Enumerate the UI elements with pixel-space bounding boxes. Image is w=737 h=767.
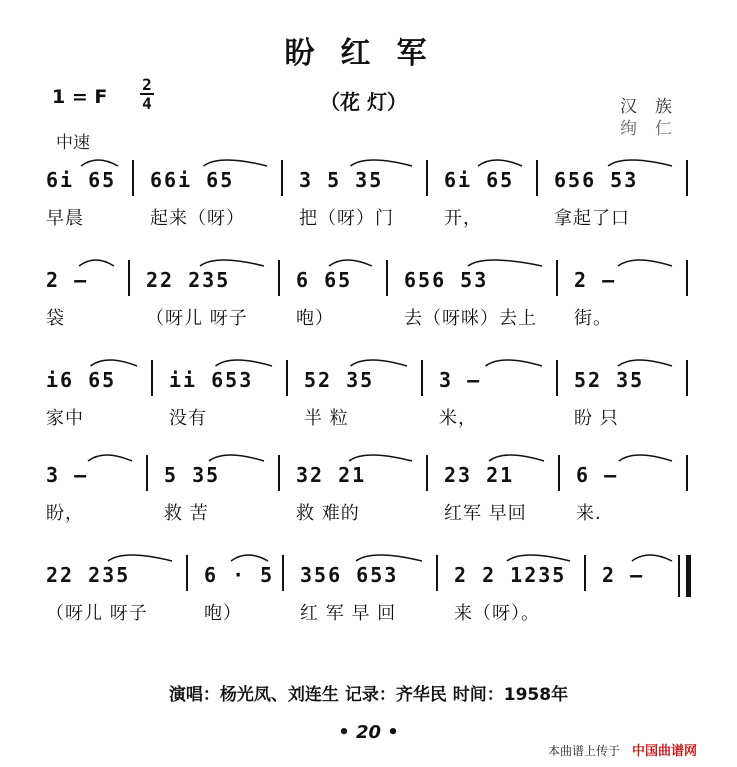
staff-line — [40, 455, 700, 525]
measure-notes: 22 235 — [146, 268, 231, 292]
page-number: • 20 • — [338, 722, 399, 743]
barline — [282, 555, 284, 591]
key-signature: 1 = F — [52, 86, 108, 108]
barline — [556, 260, 558, 296]
measure-lyrics: 拿起了口 — [554, 208, 630, 229]
slur — [351, 160, 413, 166]
barline — [128, 260, 130, 296]
measure-lyrics: 红 军 早 回 — [300, 603, 397, 624]
slur — [209, 455, 264, 461]
slur — [329, 260, 372, 266]
measure-lyrics: 街。 — [574, 308, 612, 329]
barline — [146, 455, 148, 491]
measure-notes: 6i 65 — [444, 168, 515, 192]
barline — [536, 160, 538, 196]
slur — [618, 260, 672, 266]
measure-lyrics: 袋 — [46, 308, 65, 329]
performer-credit: 演唱：杨光凤、刘连生 记录：齐华民 时间：1958年 — [168, 685, 569, 705]
slur-marks — [40, 256, 700, 268]
measure-notes: i6 65 — [46, 368, 117, 392]
barline — [556, 360, 558, 396]
measure-notes: 2 — — [602, 563, 645, 587]
barline — [686, 260, 688, 296]
barline — [686, 455, 688, 491]
measure-lyrics: 来. — [576, 503, 602, 524]
measure-notes: 5 35 — [164, 463, 221, 487]
slur — [618, 360, 672, 366]
slur-marks — [40, 356, 700, 368]
measure-lyrics: 咆） — [204, 603, 242, 624]
barline — [686, 160, 688, 196]
measure-notes: 22 235 — [46, 563, 131, 587]
slur — [349, 455, 412, 461]
staff-line — [40, 360, 700, 430]
measure-lyrics: （呀儿 呀子 — [46, 603, 148, 624]
measure-notes: 2 — — [574, 268, 617, 292]
genre-label: （花 灯） — [320, 90, 407, 114]
barline — [686, 360, 688, 396]
measure-notes: 656 53 — [404, 268, 489, 292]
slur — [108, 555, 172, 561]
measure-notes: 23 21 — [444, 463, 515, 487]
measure-lyrics: 把（呀）门 — [299, 208, 394, 229]
measure-lyrics: 来（呀）。 — [454, 603, 540, 624]
time-signature-bottom: 4 — [142, 94, 152, 113]
final-barline — [686, 555, 691, 597]
measure-lyrics: 起来（呀） — [150, 208, 245, 229]
barline — [278, 260, 280, 296]
measure-notes: 3 — — [439, 368, 482, 392]
barline — [132, 160, 134, 196]
measure-lyrics: 米， — [439, 408, 477, 429]
measure-lyrics: 盼 只 — [574, 408, 619, 429]
measure-notes: 3 — — [46, 463, 89, 487]
measure-lyrics: 救 难的 — [296, 503, 360, 524]
barline — [436, 555, 438, 591]
measure-lyrics: 咆） — [296, 308, 334, 329]
measure-lyrics: 红军 早回 — [444, 503, 527, 524]
tempo-marking: 中速 — [56, 133, 90, 153]
barline — [186, 555, 188, 591]
measure-lyrics: 早晨 — [46, 208, 84, 229]
measure-notes: 356 653 — [300, 563, 399, 587]
site-logo: 中国曲谱网 — [632, 744, 698, 759]
time-signature-top: 2 — [142, 75, 152, 94]
measure-lyrics: 家中 — [46, 408, 84, 429]
barline — [278, 455, 280, 491]
measure-notes: 2 — — [46, 268, 89, 292]
measure-notes: 32 21 — [296, 463, 367, 487]
upload-note: 本曲谱上传于 — [548, 744, 621, 758]
measure-notes: 6 65 — [296, 268, 353, 292]
barline — [426, 455, 428, 491]
barline — [151, 360, 153, 396]
measure-lyrics: 开， — [444, 208, 482, 229]
measure-lyrics: 没有 — [169, 408, 207, 429]
barline — [386, 260, 388, 296]
slur — [486, 360, 543, 366]
staff-line — [40, 160, 700, 230]
barline — [558, 455, 560, 491]
barline — [281, 160, 283, 196]
measure-lyrics: 去（呀咪）去上 — [404, 308, 537, 329]
measure-lyrics: 半 粒 — [304, 408, 349, 429]
slur-marks — [40, 551, 700, 563]
barline — [426, 160, 428, 196]
slur — [351, 360, 408, 366]
time-signature — [140, 76, 154, 112]
measure-notes: 656 53 — [554, 168, 639, 192]
slur-marks — [40, 451, 700, 463]
barline — [584, 555, 586, 591]
measure-notes: 3 5 35 — [299, 168, 384, 192]
measure-lyrics: 救 苦 — [164, 503, 209, 524]
staff-line — [40, 260, 700, 330]
measure-lyrics: 盼， — [46, 503, 84, 524]
measure-notes: ii 653 — [169, 368, 254, 392]
measure-notes: 6 — — [576, 463, 619, 487]
slur — [468, 260, 542, 266]
final-barline-thin — [678, 555, 680, 597]
measure-notes: 6i 65 — [46, 168, 117, 192]
slur — [608, 160, 672, 166]
measure-notes: 2 2 1235 — [454, 563, 567, 587]
measure-notes: 6 · 5 — [204, 563, 275, 587]
slur — [79, 260, 114, 266]
slur — [489, 455, 544, 461]
slur — [91, 360, 138, 366]
slur — [619, 455, 672, 461]
ethnicity-label: 汉族 — [620, 97, 690, 117]
slur — [81, 160, 118, 166]
measure-lyrics: （呀儿 呀子 — [146, 308, 248, 329]
slur — [204, 160, 268, 166]
barline — [421, 360, 423, 396]
measure-notes: 52 35 — [574, 368, 645, 392]
barline — [286, 360, 288, 396]
slur — [507, 555, 570, 561]
slur — [200, 260, 264, 266]
measure-notes: 66i 65 — [150, 168, 235, 192]
arranger-label: 绚仁 — [620, 119, 690, 139]
staff-line — [40, 555, 700, 625]
song-title: 盼红军 — [284, 36, 453, 71]
slur — [632, 555, 672, 561]
slur — [478, 160, 522, 166]
slur — [88, 455, 132, 461]
slur — [231, 555, 268, 561]
slur — [216, 360, 273, 366]
measure-notes: 52 35 — [304, 368, 375, 392]
slur-marks — [40, 156, 700, 168]
slur — [356, 555, 422, 561]
